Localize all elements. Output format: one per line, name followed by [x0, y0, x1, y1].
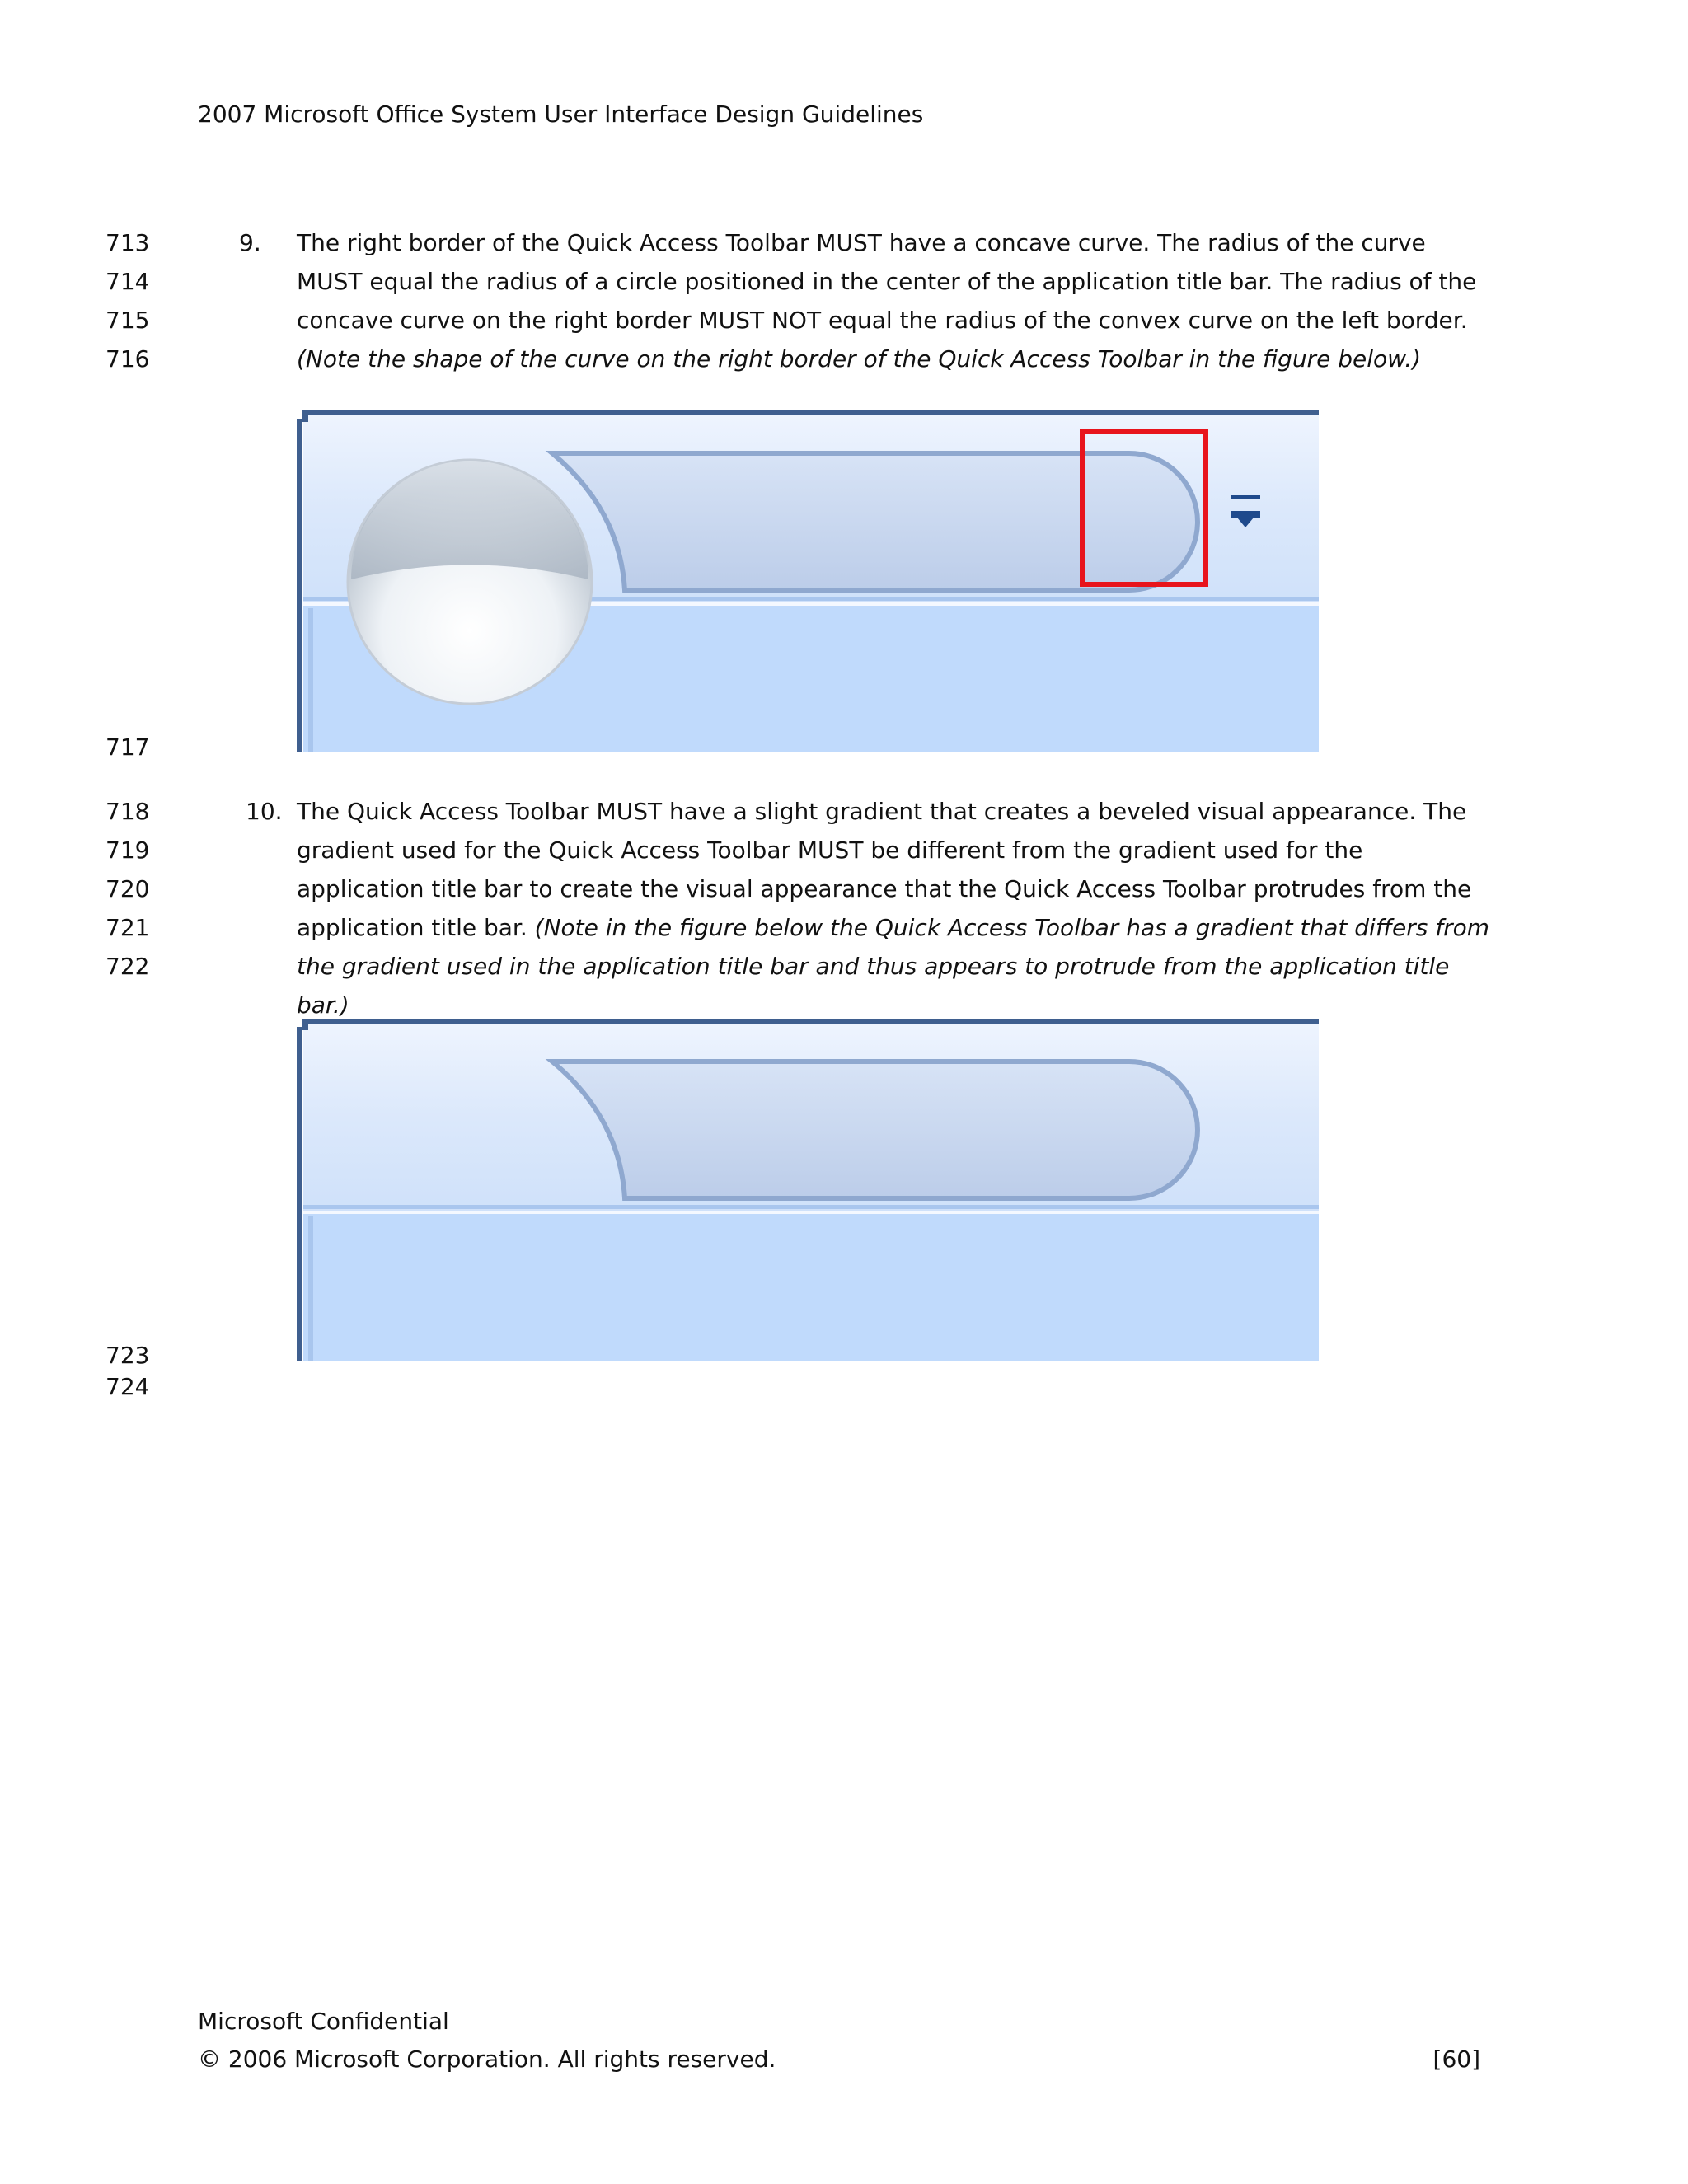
- line-number: 715: [106, 307, 150, 334]
- left-frame-border: [297, 1027, 302, 1361]
- line-number: 724: [106, 1373, 150, 1400]
- item-9-paragraph: [297, 223, 1492, 378]
- qat-figure-with-orb: [297, 410, 1319, 752]
- footer-copyright: © 2006 Microsoft Corporation. All rights reserved.: [198, 2046, 776, 2073]
- dropdown-icon: [1231, 495, 1260, 499]
- line-number: 720: [106, 875, 150, 902]
- line-number: 723: [106, 1342, 150, 1369]
- line-number: 717: [106, 733, 150, 761]
- qat-figure-gradient: [297, 1019, 1319, 1361]
- page-number: [60]: [1432, 2046, 1480, 2073]
- quick-access-toolbar: [552, 453, 1198, 590]
- item-9-text: The right border of the Quick Access Toolbar MUST have a concave curve. The radius of the curve MUST equal the radius of a circle positioned in the center of the application title bar. The radius of the concave curve on the right border MUST NOT equal the radius of the convex curve on the left border.: [297, 229, 1477, 334]
- item-number-10: 10.: [246, 798, 283, 825]
- left-frame-border: [297, 419, 302, 752]
- line-number: 721: [106, 914, 150, 941]
- lower-area: [303, 1213, 1319, 1361]
- item-10-paragraph: [297, 792, 1492, 1024]
- figure-concave-curve: [297, 410, 1319, 752]
- line-number: 714: [106, 268, 150, 295]
- top-frame-border: [302, 410, 1319, 415]
- line-number: 722: [106, 953, 150, 980]
- footer-confidential: Microsoft Confidential: [198, 2008, 449, 2035]
- line-number: 718: [106, 798, 150, 825]
- figure-gradient-bevel: [297, 1019, 1319, 1361]
- top-frame-border: [302, 1019, 1319, 1024]
- item-10-note: (Note in the figure below the Quick Access Toolbar has a gradient that differs from the gradient used in the application title bar and thus appears to protrude from the application title bar.): [297, 914, 1490, 1019]
- item-9-note: (Note the shape of the curve on the right border of the Quick Access Toolbar in the figure below.): [297, 345, 1422, 373]
- item-number-9: 9.: [239, 229, 261, 256]
- line-number: 713: [106, 229, 150, 256]
- item-10-text: The Quick Access Toolbar MUST have a slight gradient that creates a beveled visual appearance. The gradient used for the Quick Access Toolbar MUST be different from the gradient used for the application title bar to create the visual appearance that the Quick Access Toolbar protrudes from the application title bar.: [297, 798, 1472, 941]
- line-number: 719: [106, 837, 150, 864]
- quick-access-toolbar: [552, 1062, 1198, 1198]
- line-number: 716: [106, 345, 150, 373]
- document-header: 2007 Microsoft Office System User Interface Design Guidelines: [198, 101, 924, 128]
